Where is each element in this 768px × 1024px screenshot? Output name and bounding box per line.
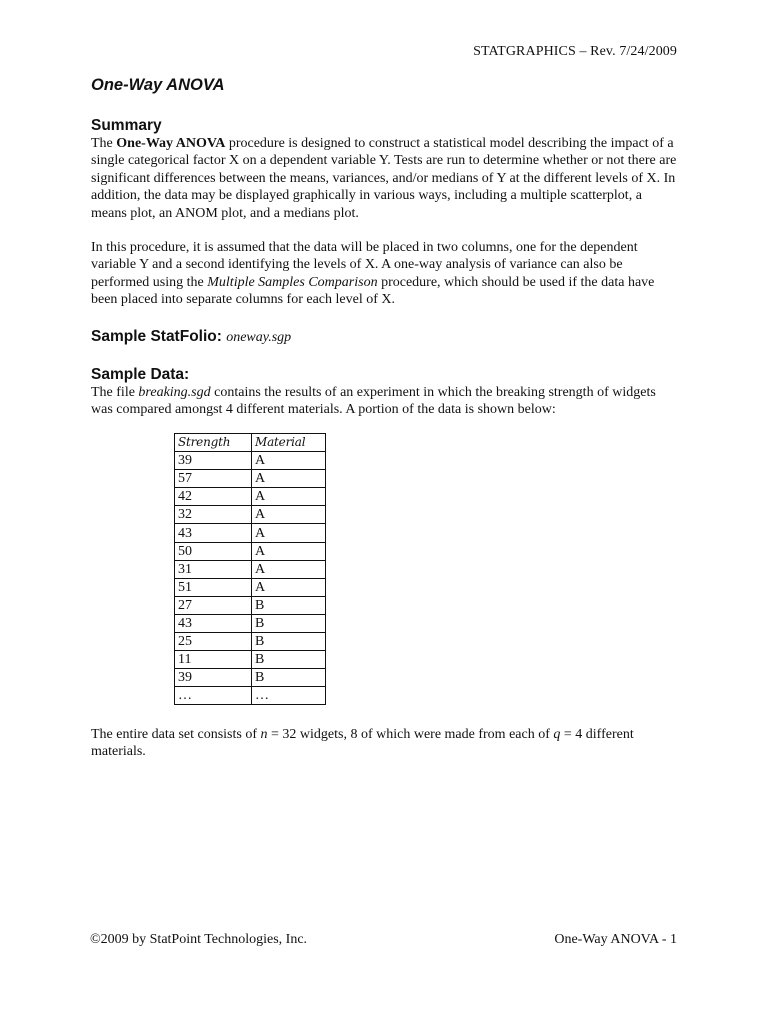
table-row [175, 542, 326, 560]
page-header: STATGRAPHICS – Rev. 7/24/2009 [473, 44, 677, 59]
text-run: The [91, 136, 117, 151]
table-row [175, 687, 326, 705]
text-run: procedure is designed to construct a statistical model describing the impact of a single categorical factor X on a dependent variable Y. Tests are run to determine whether or not there are significant differences between the means, variances, and/or medians of Y at the different levels of X. In addition, the data may be displayed graphically in various ways, including a multiple scatterplot, a means plot, an ANOM plot, and a medians plot. [91, 136, 677, 221]
table-row [175, 596, 326, 614]
procedure-reference: Multiple Samples Comparison [207, 274, 378, 290]
table-body [175, 452, 326, 705]
material-cell: … [252, 687, 326, 705]
strength-cell: 31 [175, 560, 252, 578]
strength-cell: 57 [175, 470, 252, 488]
column-header-strength: Strength [175, 434, 252, 452]
strength-cell: 51 [175, 578, 252, 596]
document-body [91, 76, 681, 418]
material-cell: A [252, 542, 326, 560]
summary-paragraph-1 [91, 135, 681, 222]
summary-paragraph-2 [91, 239, 681, 309]
text-run: procedure, which should be used if the data have been placed into separate columns for each level of X. [91, 274, 655, 308]
strength-cell: 25 [175, 633, 252, 651]
statfolio-file: oneway.sgp [226, 329, 292, 345]
table-row [175, 524, 326, 542]
variable-q: q [553, 727, 561, 742]
data-file-name: breaking.sgd [138, 384, 211, 400]
table-row [175, 488, 326, 506]
document-title: One-Way ANOVA [91, 76, 225, 94]
table-row [175, 506, 326, 524]
material-cell: A [252, 560, 326, 578]
material-cell: A [252, 578, 326, 596]
material-cell: B [252, 651, 326, 669]
table-row [175, 560, 326, 578]
sample-data-heading: Sample Data: [91, 365, 190, 383]
table-row [175, 633, 326, 651]
table-header-row [175, 434, 326, 452]
strength-cell: 50 [175, 542, 252, 560]
strength-cell: … [175, 687, 252, 705]
closing-paragraph-container [91, 726, 691, 761]
table-row [175, 578, 326, 596]
strength-cell: 39 [175, 452, 252, 470]
strength-cell: 27 [175, 596, 252, 614]
text-run: In this procedure, it is assumed that the data will be placed in two columns, one for the dependent variable Y and a second identifying the levels of X. A one-way analysis of variance can also be performed using the [91, 240, 638, 290]
material-cell: A [252, 524, 326, 542]
table-row [175, 452, 326, 470]
text-run: The file [91, 384, 139, 400]
variable-n: n [260, 727, 268, 742]
material-cell: A [252, 488, 326, 506]
procedure-name: One-Way ANOVA [116, 136, 226, 151]
strength-cell: 43 [175, 524, 252, 542]
material-cell: B [252, 596, 326, 614]
strength-cell: 32 [175, 506, 252, 524]
closing-paragraph [91, 726, 691, 761]
table-row [175, 470, 326, 488]
text-run: = 32 widgets, 8 of which were made from each of [267, 727, 554, 742]
material-cell: B [252, 633, 326, 651]
material-cell: A [252, 470, 326, 488]
material-cell: B [252, 614, 326, 632]
strength-cell: 39 [175, 669, 252, 687]
summary-heading: Summary [91, 117, 162, 134]
text-run: The entire data set consists of [91, 727, 261, 742]
table-row [175, 669, 326, 687]
footer-copyright: ©2009 by StatPoint Technologies, Inc. [90, 932, 308, 947]
table-row [175, 651, 326, 669]
strength-cell: 42 [175, 488, 252, 506]
table-row [175, 614, 326, 632]
statfolio-label: Sample StatFolio: [91, 327, 222, 345]
text-run: = 4 different materials. [91, 727, 634, 760]
sample-data-paragraph [91, 384, 681, 419]
text-run: contains the results of an experiment in which the breaking strength of widgets was compared amongst 4 different materials. A portion of the data is shown below: [91, 384, 656, 418]
column-header-material: Material [252, 434, 326, 452]
strength-cell: 11 [175, 651, 252, 669]
material-cell: A [252, 506, 326, 524]
statfolio-heading [91, 327, 681, 347]
material-cell: A [252, 452, 326, 470]
strength-cell: 43 [175, 614, 252, 632]
material-cell: B [252, 669, 326, 687]
footer-page-number: One-Way ANOVA - 1 [554, 932, 677, 947]
sample-data-table [174, 433, 326, 705]
